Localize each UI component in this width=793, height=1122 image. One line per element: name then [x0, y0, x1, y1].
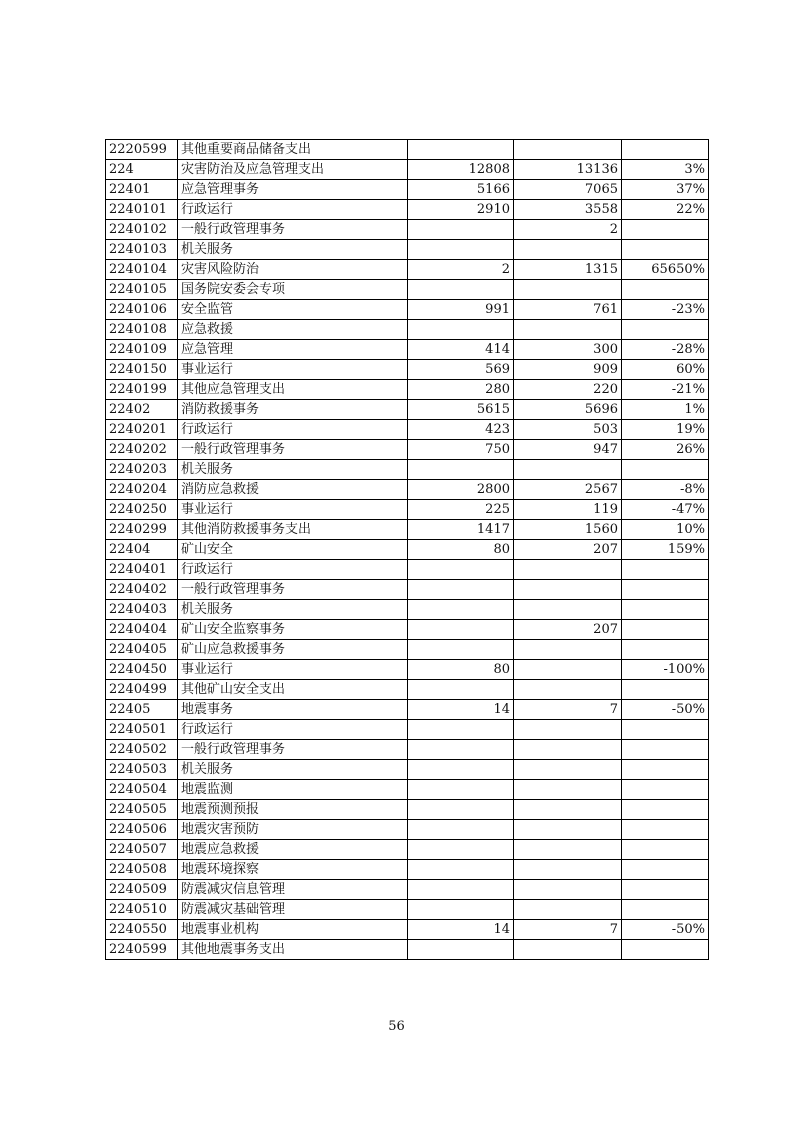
- cell-name: 其他重要商品储备支出: [178, 140, 408, 160]
- cell-value-prior: [408, 720, 514, 740]
- cell-name: 地震监测: [178, 780, 408, 800]
- cell-change-percent: [622, 760, 709, 780]
- cell-value-current: 5696: [514, 400, 622, 420]
- cell-code: 2240203: [106, 460, 178, 480]
- table-row: [106, 160, 709, 180]
- cell-value-prior: 5166: [408, 180, 514, 200]
- table-row: [106, 500, 709, 520]
- cell-change-percent: [622, 280, 709, 300]
- cell-value-prior: [408, 780, 514, 800]
- cell-code: 2240499: [106, 680, 178, 700]
- cell-value-current: [514, 660, 622, 680]
- cell-value-current: [514, 560, 622, 580]
- cell-code: 22401: [106, 180, 178, 200]
- cell-name: 应急管理事务: [178, 180, 408, 200]
- cell-name: 一般行政管理事务: [178, 220, 408, 240]
- cell-value-current: [514, 600, 622, 620]
- cell-name: 矿山安全监察事务: [178, 620, 408, 640]
- cell-value-prior: 2910: [408, 200, 514, 220]
- cell-value-prior: [408, 820, 514, 840]
- cell-code: 2240202: [106, 440, 178, 460]
- cell-code: 2240505: [106, 800, 178, 820]
- cell-value-prior: [408, 620, 514, 640]
- cell-name: 应急救援: [178, 320, 408, 340]
- cell-code: 2240450: [106, 660, 178, 680]
- cell-change-percent: [622, 900, 709, 920]
- table-row: [106, 600, 709, 620]
- cell-change-percent: [622, 320, 709, 340]
- cell-value-current: [514, 460, 622, 480]
- cell-value-prior: [408, 280, 514, 300]
- cell-value-prior: 569: [408, 360, 514, 380]
- cell-value-prior: 80: [408, 540, 514, 560]
- cell-value-current: [514, 320, 622, 340]
- cell-value-prior: 280: [408, 380, 514, 400]
- table-row: [106, 800, 709, 820]
- table-row: [106, 660, 709, 680]
- table-row: [106, 780, 709, 800]
- cell-value-current: [514, 940, 622, 960]
- cell-change-percent: [622, 140, 709, 160]
- cell-change-percent: 60%: [622, 360, 709, 380]
- cell-name: 其他矿山安全支出: [178, 680, 408, 700]
- cell-value-prior: 14: [408, 920, 514, 940]
- cell-value-current: 220: [514, 380, 622, 400]
- cell-code: 2240109: [106, 340, 178, 360]
- table-row: [106, 940, 709, 960]
- cell-value-prior: 5615: [408, 400, 514, 420]
- cell-change-percent: [622, 840, 709, 860]
- table-row: [106, 900, 709, 920]
- table-row: [106, 200, 709, 220]
- cell-name: 矿山应急救援事务: [178, 640, 408, 660]
- table-row: [106, 580, 709, 600]
- cell-value-current: [514, 140, 622, 160]
- cell-value-current: 207: [514, 620, 622, 640]
- cell-name: 国务院安委会专项: [178, 280, 408, 300]
- cell-value-prior: [408, 860, 514, 880]
- cell-code: 2240199: [106, 380, 178, 400]
- cell-value-prior: [408, 320, 514, 340]
- cell-name: 地震预测预报: [178, 800, 408, 820]
- cell-name: 事业运行: [178, 500, 408, 520]
- cell-name: 地震应急救援: [178, 840, 408, 860]
- cell-change-percent: 26%: [622, 440, 709, 460]
- cell-value-current: 3558: [514, 200, 622, 220]
- cell-change-percent: [622, 620, 709, 640]
- table-row: [106, 180, 709, 200]
- cell-value-current: 1315: [514, 260, 622, 280]
- cell-value-current: [514, 840, 622, 860]
- cell-change-percent: [622, 240, 709, 260]
- cell-value-prior: 414: [408, 340, 514, 360]
- cell-code: 2240401: [106, 560, 178, 580]
- cell-change-percent: [622, 460, 709, 480]
- cell-change-percent: [622, 940, 709, 960]
- cell-value-prior: [408, 880, 514, 900]
- cell-value-prior: [408, 580, 514, 600]
- cell-change-percent: [622, 560, 709, 580]
- cell-name: 事业运行: [178, 660, 408, 680]
- table-row: [106, 820, 709, 840]
- cell-value-current: [514, 580, 622, 600]
- cell-name: 行政运行: [178, 720, 408, 740]
- table-row: [106, 520, 709, 540]
- cell-name: 一般行政管理事务: [178, 440, 408, 460]
- cell-name: 机关服务: [178, 460, 408, 480]
- cell-name: 机关服务: [178, 600, 408, 620]
- cell-change-percent: 3%: [622, 160, 709, 180]
- table-row: [106, 140, 709, 160]
- cell-value-prior: 2800: [408, 480, 514, 500]
- cell-value-prior: 80: [408, 660, 514, 680]
- cell-change-percent: [622, 680, 709, 700]
- cell-value-prior: 1417: [408, 520, 514, 540]
- cell-name: 消防救援事务: [178, 400, 408, 420]
- cell-change-percent: -21%: [622, 380, 709, 400]
- table-row: [106, 280, 709, 300]
- cell-change-percent: 22%: [622, 200, 709, 220]
- table-row: [106, 840, 709, 860]
- table-row: [106, 740, 709, 760]
- cell-code: 2240103: [106, 240, 178, 260]
- cell-value-prior: [408, 800, 514, 820]
- cell-value-current: [514, 680, 622, 700]
- cell-value-prior: [408, 600, 514, 620]
- cell-value-current: [514, 640, 622, 660]
- table-row: [106, 440, 709, 460]
- table-row: [106, 300, 709, 320]
- cell-value-current: 909: [514, 360, 622, 380]
- cell-name: 其他地震事务支出: [178, 940, 408, 960]
- cell-value-prior: [408, 940, 514, 960]
- cell-value-prior: 423: [408, 420, 514, 440]
- cell-value-prior: 991: [408, 300, 514, 320]
- cell-name: 一般行政管理事务: [178, 580, 408, 600]
- cell-name: 地震环境探察: [178, 860, 408, 880]
- table-body: [106, 140, 709, 960]
- table-row: [106, 380, 709, 400]
- page-number: 56: [388, 1019, 405, 1034]
- table-row: [106, 400, 709, 420]
- cell-code: 2240299: [106, 520, 178, 540]
- table-row: [106, 540, 709, 560]
- cell-name: 应急管理: [178, 340, 408, 360]
- cell-value-current: [514, 820, 622, 840]
- table-row: [106, 720, 709, 740]
- cell-change-percent: [622, 720, 709, 740]
- cell-code: 22405: [106, 700, 178, 720]
- cell-change-percent: 1%: [622, 400, 709, 420]
- cell-value-prior: [408, 740, 514, 760]
- cell-code: 2240405: [106, 640, 178, 660]
- cell-name: 灾害防治及应急管理支出: [178, 160, 408, 180]
- cell-name: 矿山安全: [178, 540, 408, 560]
- cell-change-percent: [622, 800, 709, 820]
- cell-code: 2240105: [106, 280, 178, 300]
- cell-value-current: 300: [514, 340, 622, 360]
- cell-value-prior: [408, 460, 514, 480]
- cell-value-current: 2567: [514, 480, 622, 500]
- cell-value-current: 7: [514, 920, 622, 940]
- cell-value-prior: [408, 840, 514, 860]
- cell-value-current: 7065: [514, 180, 622, 200]
- cell-change-percent: [622, 220, 709, 240]
- cell-change-percent: -47%: [622, 500, 709, 520]
- cell-value-prior: [408, 140, 514, 160]
- cell-code: 2240550: [106, 920, 178, 940]
- cell-code: 2240509: [106, 880, 178, 900]
- cell-value-prior: [408, 240, 514, 260]
- cell-change-percent: [622, 640, 709, 660]
- cell-value-prior: [408, 760, 514, 780]
- cell-code: 2240510: [106, 900, 178, 920]
- cell-change-percent: 19%: [622, 420, 709, 440]
- cell-name: 地震灾害预防: [178, 820, 408, 840]
- cell-code: 2240507: [106, 840, 178, 860]
- cell-change-percent: -50%: [622, 920, 709, 940]
- cell-change-percent: [622, 780, 709, 800]
- cell-name: 消防应急救援: [178, 480, 408, 500]
- cell-code: 2240506: [106, 820, 178, 840]
- cell-code: 2240503: [106, 760, 178, 780]
- cell-name: 机关服务: [178, 240, 408, 260]
- cell-value-current: 503: [514, 420, 622, 440]
- cell-value-current: [514, 740, 622, 760]
- cell-value-prior: 14: [408, 700, 514, 720]
- cell-value-prior: 225: [408, 500, 514, 520]
- cell-value-prior: [408, 640, 514, 660]
- table-row: [106, 880, 709, 900]
- cell-change-percent: 10%: [622, 520, 709, 540]
- cell-change-percent: 159%: [622, 540, 709, 560]
- cell-change-percent: [622, 820, 709, 840]
- cell-code: 2240104: [106, 260, 178, 280]
- cell-code: 2240501: [106, 720, 178, 740]
- cell-code: 2240204: [106, 480, 178, 500]
- cell-code: 2240201: [106, 420, 178, 440]
- budget-table: [105, 139, 709, 960]
- cell-value-current: 119: [514, 500, 622, 520]
- table-row: [106, 480, 709, 500]
- cell-code: 22402: [106, 400, 178, 420]
- cell-value-prior: 12808: [408, 160, 514, 180]
- cell-name: 机关服务: [178, 760, 408, 780]
- table-row: [106, 420, 709, 440]
- cell-code: 2240108: [106, 320, 178, 340]
- table-row: [106, 220, 709, 240]
- cell-name: 地震事业机构: [178, 920, 408, 940]
- table-row: [106, 760, 709, 780]
- cell-code: 2240404: [106, 620, 178, 640]
- table-row: [106, 620, 709, 640]
- cell-change-percent: 37%: [622, 180, 709, 200]
- cell-name: 其他消防救援事务支出: [178, 520, 408, 540]
- cell-value-current: [514, 780, 622, 800]
- cell-value-prior: [408, 560, 514, 580]
- cell-code: 2240106: [106, 300, 178, 320]
- cell-code: 2220599: [106, 140, 178, 160]
- cell-value-current: [514, 240, 622, 260]
- cell-value-current: 13136: [514, 160, 622, 180]
- cell-code: 2240250: [106, 500, 178, 520]
- table-row: [106, 640, 709, 660]
- cell-name: 其他应急管理支出: [178, 380, 408, 400]
- table-row: [106, 560, 709, 580]
- cell-code: 2240504: [106, 780, 178, 800]
- cell-change-percent: [622, 580, 709, 600]
- cell-name: 一般行政管理事务: [178, 740, 408, 760]
- cell-change-percent: -23%: [622, 300, 709, 320]
- cell-code: 22404: [106, 540, 178, 560]
- cell-change-percent: [622, 880, 709, 900]
- table-row: [106, 700, 709, 720]
- cell-change-percent: -100%: [622, 660, 709, 680]
- cell-name: 行政运行: [178, 420, 408, 440]
- cell-name: 行政运行: [178, 560, 408, 580]
- cell-value-current: [514, 760, 622, 780]
- cell-code: 224: [106, 160, 178, 180]
- table-row: [106, 260, 709, 280]
- cell-change-percent: [622, 860, 709, 880]
- cell-code: 2240101: [106, 200, 178, 220]
- cell-value-prior: 750: [408, 440, 514, 460]
- cell-value-current: [514, 720, 622, 740]
- table-row: [106, 240, 709, 260]
- cell-change-percent: 65650%: [622, 260, 709, 280]
- cell-value-current: 1560: [514, 520, 622, 540]
- cell-value-current: 7: [514, 700, 622, 720]
- table-row: [106, 920, 709, 940]
- cell-value-current: [514, 900, 622, 920]
- cell-change-percent: [622, 740, 709, 760]
- cell-value-prior: [408, 680, 514, 700]
- cell-value-current: 207: [514, 540, 622, 560]
- cell-change-percent: -50%: [622, 700, 709, 720]
- table-row: [106, 860, 709, 880]
- cell-value-current: [514, 280, 622, 300]
- cell-name: 防震减灾基础管理: [178, 900, 408, 920]
- cell-change-percent: -28%: [622, 340, 709, 360]
- cell-code: 2240502: [106, 740, 178, 760]
- table-row: [106, 460, 709, 480]
- cell-code: 2240150: [106, 360, 178, 380]
- cell-name: 行政运行: [178, 200, 408, 220]
- cell-value-prior: [408, 900, 514, 920]
- cell-change-percent: [622, 600, 709, 620]
- table-row: [106, 680, 709, 700]
- cell-name: 防震减灾信息管理: [178, 880, 408, 900]
- cell-name: 地震事务: [178, 700, 408, 720]
- cell-code: 2240102: [106, 220, 178, 240]
- table-row: [106, 360, 709, 380]
- cell-name: 事业运行: [178, 360, 408, 380]
- cell-code: 2240508: [106, 860, 178, 880]
- table-row: [106, 320, 709, 340]
- cell-value-current: 947: [514, 440, 622, 460]
- cell-value-current: 2: [514, 220, 622, 240]
- cell-name: 灾害风险防治: [178, 260, 408, 280]
- cell-code: 2240403: [106, 600, 178, 620]
- cell-value-current: 761: [514, 300, 622, 320]
- cell-code: 2240402: [106, 580, 178, 600]
- table-row: [106, 340, 709, 360]
- cell-code: 2240599: [106, 940, 178, 960]
- cell-value-current: [514, 880, 622, 900]
- cell-name: 安全监管: [178, 300, 408, 320]
- cell-value-prior: 2: [408, 260, 514, 280]
- cell-value-current: [514, 860, 622, 880]
- cell-value-current: [514, 800, 622, 820]
- cell-value-prior: [408, 220, 514, 240]
- cell-change-percent: -8%: [622, 480, 709, 500]
